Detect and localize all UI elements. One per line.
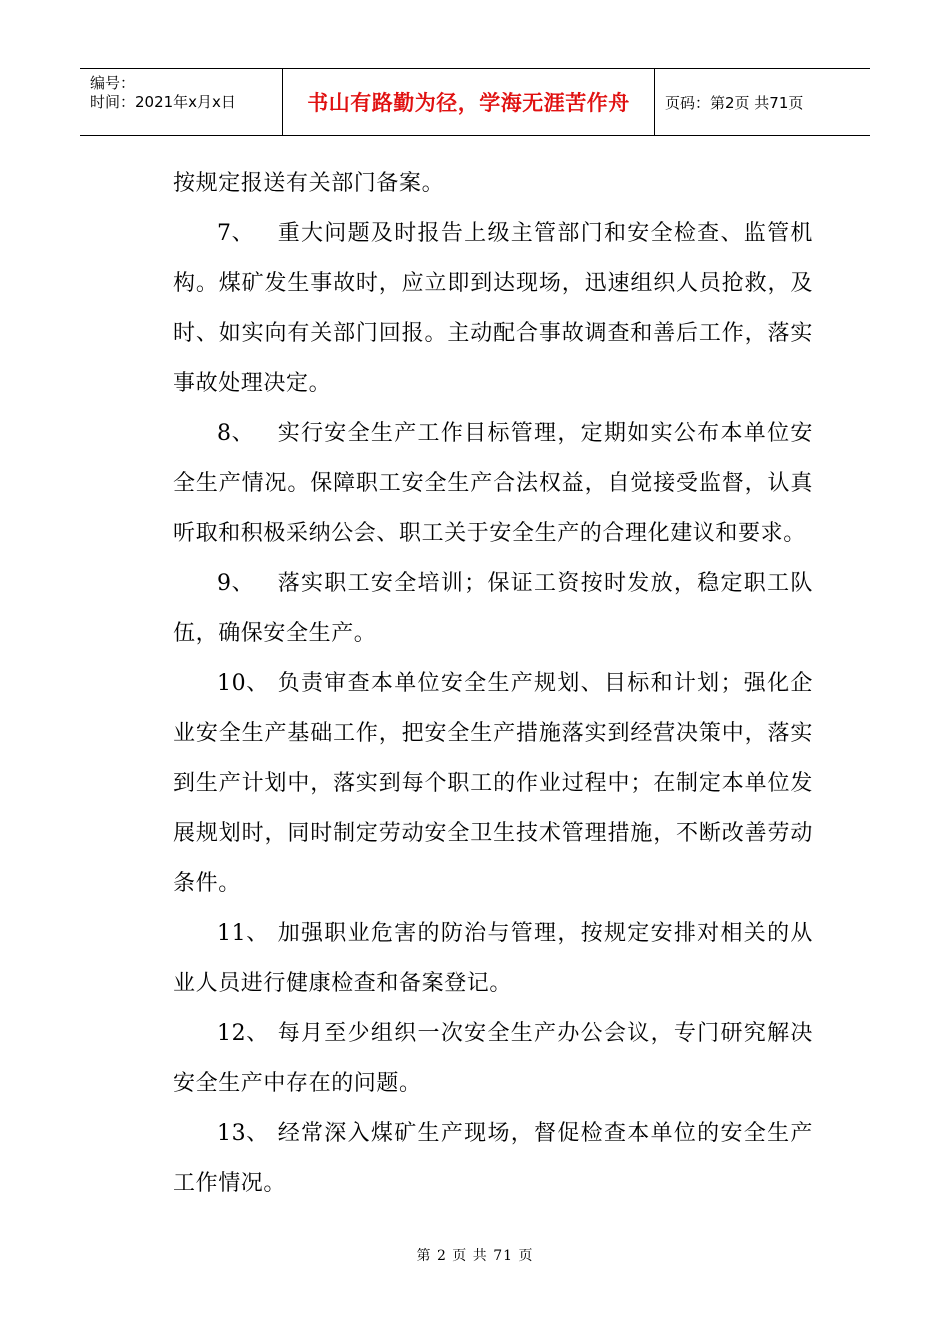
- item-text: 负责审查本单位安全生产规划、目标和计划；强化企业安全生产基础工作，把安全生产措施落实到经营决策中，落实到生产计划中，落实到每个职工的作业过程中；在制定本单位发展规划时，同时制定劳动安全卫生技术管理措施，不断改善劳动条件。: [173, 671, 813, 896]
- header-motto: 书山有路勤为径，学海无涯苦作舟: [307, 91, 630, 115]
- item-text: 加强职业危害的防治与管理，按规定安排对相关的从业人员进行健康检查和备案登记。: [173, 921, 813, 996]
- item-number: 13、: [217, 1121, 269, 1146]
- item-number: 12、: [217, 1021, 269, 1046]
- list-item: [173, 409, 813, 559]
- header-page-info: 页码：第2页 共71页: [665, 93, 804, 112]
- list-item: [173, 559, 813, 659]
- list-item: [173, 1109, 813, 1209]
- document-body: [173, 159, 813, 1209]
- item-text: 实行安全生产工作目标管理，定期如实公布本单位安全生产情况。保障职工安全生产合法权益，自觉接受监督，认真听取和积极采纳公会、职工关于安全生产的合理化建议和要求。: [173, 421, 813, 546]
- page-header: [80, 68, 870, 136]
- continuation-paragraph: 按规定报送有关部门备案。: [173, 171, 445, 196]
- list-item: [173, 209, 813, 409]
- header-page-info-cell: [655, 69, 870, 135]
- page-footer: 第 2 页 共 71 页: [416, 1248, 534, 1264]
- item-number: 10、: [217, 671, 269, 696]
- item-text: 重大问题及时报告上级主管部门和安全检查、监管机构。煤矿发生事故时，应立即到达现场，迅速组织人员抢救，及时、如实向有关部门回报。主动配合事故调查和善后工作，落实事故处理决定。: [173, 221, 813, 396]
- header-motto-cell: [283, 69, 655, 135]
- item-text: 每月至少组织一次安全生产办公会议，专门研究解决安全生产中存在的问题。: [173, 1021, 813, 1096]
- item-text: 落实职工安全培训；保证工资按时发放，稳定职工队伍，确保安全生产。: [173, 571, 813, 646]
- list-item: [173, 909, 813, 1009]
- item-number: 9、: [217, 571, 255, 596]
- header-meta: [80, 69, 283, 135]
- item-number: 7、: [217, 221, 255, 246]
- list-item: [173, 659, 813, 909]
- item-number: 11、: [217, 921, 269, 946]
- document-number-label: 编号：: [90, 74, 136, 92]
- item-text: 经常深入煤矿生产现场，督促检查本单位的安全生产工作情况。: [173, 1121, 813, 1196]
- item-number: 8、: [217, 421, 255, 446]
- list-item: [173, 1009, 813, 1109]
- document-date: 时间：2021年x月x日: [90, 93, 236, 111]
